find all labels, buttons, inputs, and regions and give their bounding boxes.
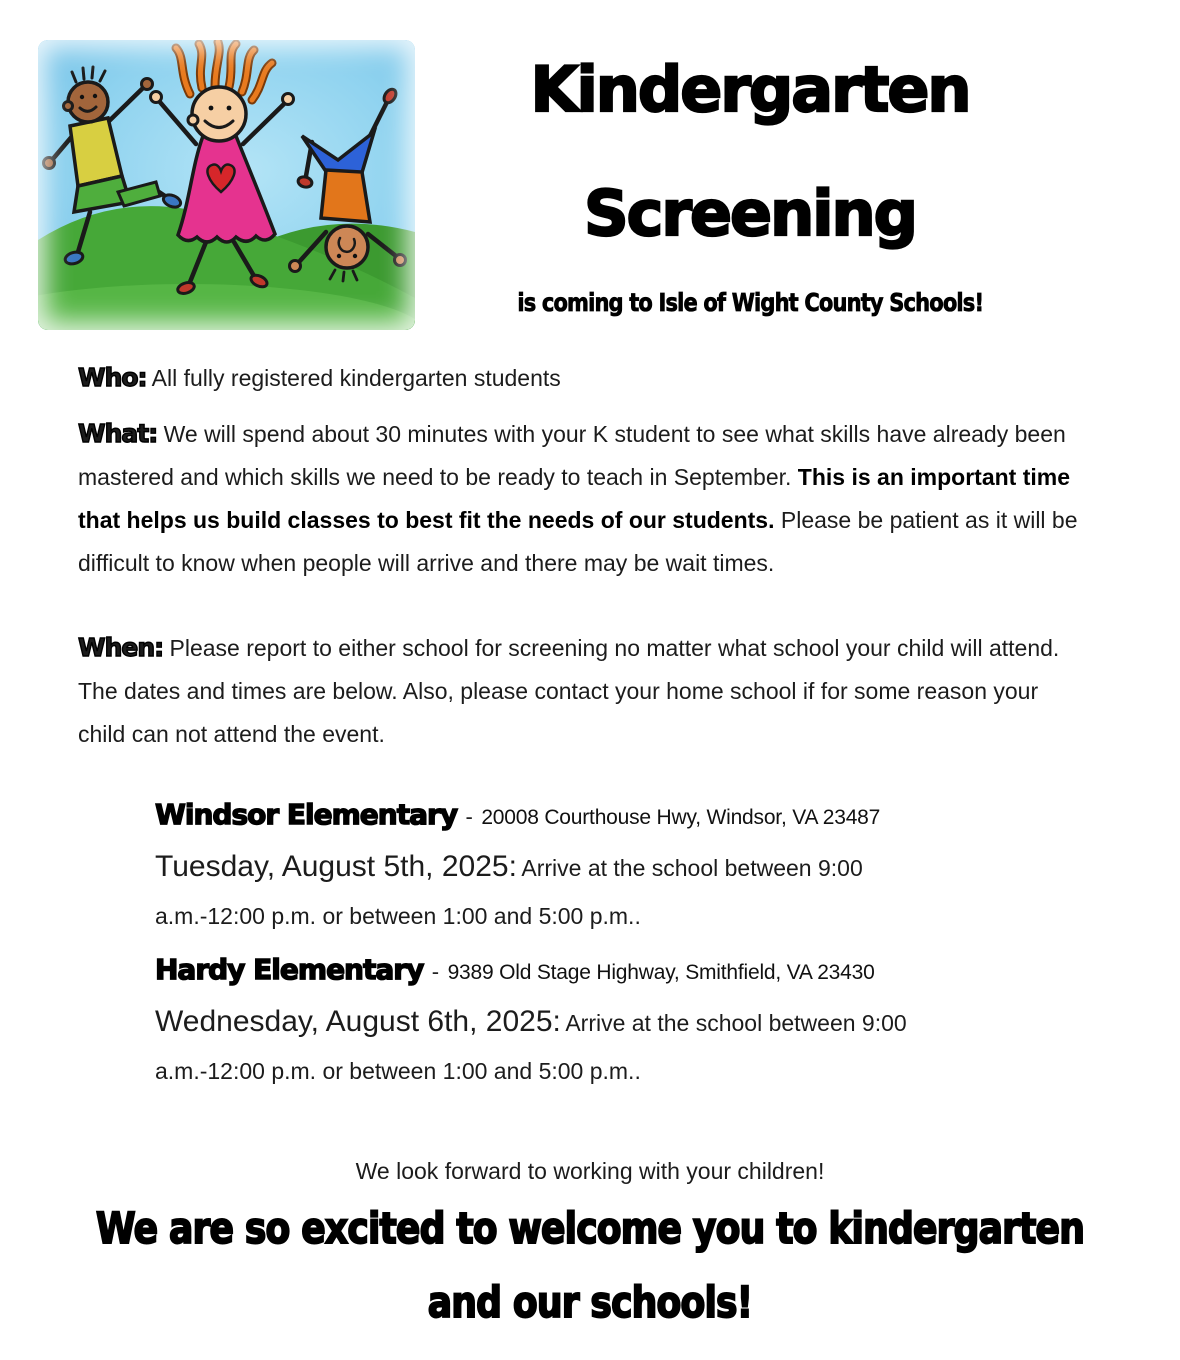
- what-text-end: Please be patient as it will be difficult to know when people will arrive and there may be wait times.: [78, 507, 1078, 576]
- windsor-time-text: a.m.-12:00 p.m. or between 1:00 and 5:00 p.m..: [155, 903, 641, 929]
- page-title-line1: Kindergarten: [530, 53, 970, 126]
- hardy-head: [155, 950, 1115, 995]
- footer-big-line2: and our schools!: [427, 1278, 753, 1328]
- hardy-separator: -: [431, 959, 440, 984]
- flyer-header: [420, 28, 1080, 318]
- hardy-name: Hardy Elementary: [155, 953, 424, 986]
- footer-big-text: [94, 1192, 1085, 1340]
- when-section: [78, 626, 1082, 756]
- windsor-separator: -: [465, 804, 473, 829]
- hardy-arrive-text: Arrive at the school between 9:00: [565, 1010, 907, 1036]
- what-text-start: We will spend about 30 minutes with your K student to see what skills have already been mastered and which skills we need to be ready to teach in September.: [78, 421, 1066, 490]
- kids-playing-illustration: [38, 40, 415, 330]
- who-label: Who:: [78, 363, 147, 392]
- hardy-time-text: a.m.-12:00 p.m. or between 1:00 and 5:00 p.m..: [155, 1058, 641, 1084]
- windsor-address: 20008 Courthouse Hwy, Windsor, VA 23487: [481, 806, 881, 829]
- kids-playing-svg: [38, 40, 415, 330]
- what-text-bold: This is an important time that helps us build classes to best fit the needs of our students.: [78, 464, 1071, 533]
- what-label: What:: [78, 419, 158, 448]
- windsor-name: Windsor Elementary: [155, 798, 458, 831]
- what-section: [78, 412, 1082, 585]
- hardy-address: 9389 Old Stage Highway, Smithfield, VA 23430: [447, 961, 875, 984]
- hardy-date-line: [155, 999, 1115, 1050]
- page-subtitle: is coming to Isle of Wight County Schools!: [517, 288, 983, 317]
- subtitle-wrap: [420, 288, 1080, 318]
- windsor-date-line: [155, 844, 1115, 895]
- windsor-head: [155, 795, 1115, 840]
- windsor-date: Tuesday, August 5th, 2025:: [155, 850, 517, 883]
- when-label: When:: [78, 633, 164, 662]
- hardy-date: Wednesday, August 6th, 2025:: [155, 1005, 561, 1038]
- windsor-arrive-text: Arrive at the school between 9:00: [521, 855, 863, 881]
- page-title-line2: Screening: [584, 177, 916, 250]
- who-text: All fully registered kindergarten students: [151, 365, 561, 391]
- when-text: Please report to either school for screening no matter what school your child will attend. The dates and times are below. Also, please contact your home school if for some reason your child can not attend the event.: [78, 635, 1060, 747]
- footer-big-line1: We are so excited to welcome you to kindergarten: [95, 1204, 1085, 1254]
- windsor-school-block: [155, 795, 1115, 937]
- who-section: [78, 356, 1082, 400]
- footer-message: We look forward to working with your children!: [355, 1158, 825, 1184]
- hardy-school-block: [155, 950, 1115, 1092]
